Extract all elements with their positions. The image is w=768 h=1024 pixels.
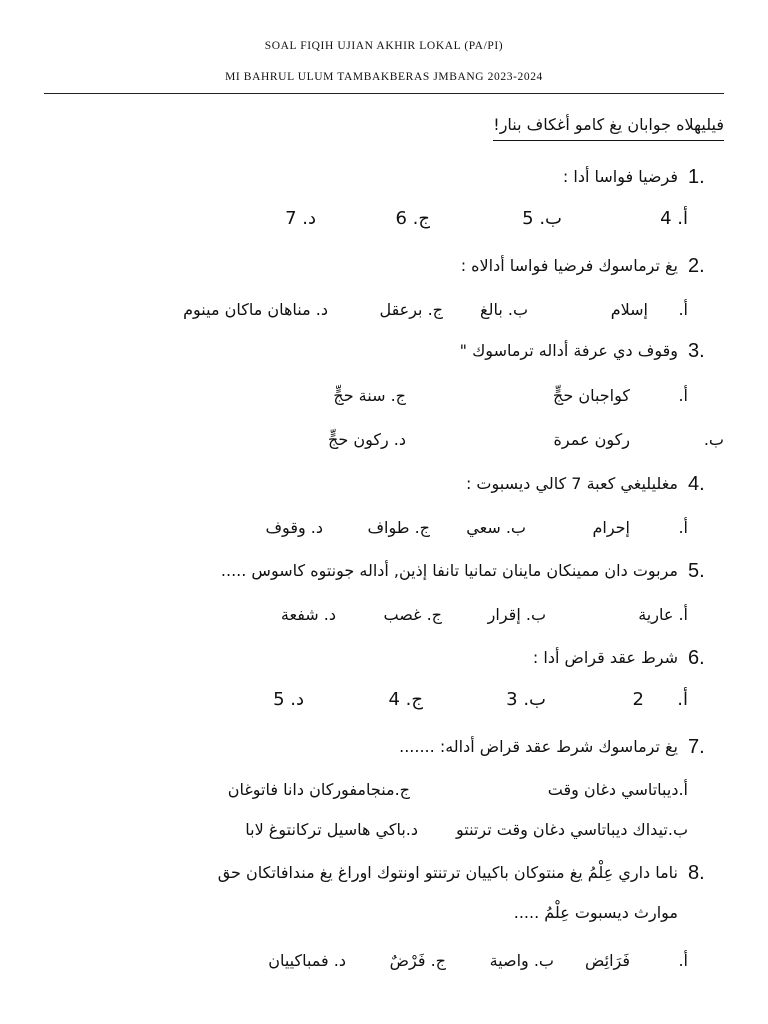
option-d: د.باكي هاسيل تركانتوغ لابا xyxy=(245,820,418,839)
option-c: ج. 4 xyxy=(388,689,423,710)
question-number: 1. xyxy=(688,166,705,188)
option-c: ج. 6 xyxy=(395,208,430,229)
question-text: مربوت دان ممينكان ماينان تمانيا تانفا إذين, أداله جونتوه كاسوس ..... xyxy=(220,561,678,580)
option-a: أ. 4 xyxy=(660,208,688,229)
option-b: ب. إقرار xyxy=(487,605,546,624)
question-text: مغليليغي كعبة 7 كالي ديسبوت : xyxy=(465,474,678,493)
question-text: يغ ترماسوك شرط عقد قراض أداله: ....... xyxy=(399,737,678,756)
question-2-options xyxy=(0,295,768,325)
question-text: وقوف دي عرفة أداله ترماسوك " xyxy=(459,341,678,360)
header-title: SOAL FIQIH UJIAN AKHIR LOKAL (PA/PI) xyxy=(264,40,504,52)
option-a-label: أ. xyxy=(678,300,688,319)
question-4 xyxy=(0,469,768,499)
option-b-label: ب. xyxy=(703,430,724,449)
question-text: فرضيا فواسا أدا : xyxy=(562,167,678,186)
option-a: أ. عارية xyxy=(638,605,688,624)
option-a: إحرام xyxy=(592,518,630,537)
question-8-continued xyxy=(0,898,768,928)
question-8 xyxy=(0,858,768,888)
option-d: د. 7 xyxy=(285,208,316,229)
option-d: د. فمباكييان xyxy=(268,951,346,970)
option-c: ج. غصب xyxy=(383,605,442,624)
question-text: شرط عقد قراض أدا : xyxy=(532,648,678,667)
option-c: ج.منجامفوركان دانا فاتوغان xyxy=(227,780,410,799)
question-4-options xyxy=(0,513,768,543)
question-7-options-row2 xyxy=(0,815,768,845)
header-school: MI BAHRUL ULUM TAMBAKBERAS JMBANG 2023-2024 xyxy=(225,71,543,83)
question-6-options xyxy=(0,685,768,715)
option-a-label: أ. xyxy=(677,689,688,710)
question-text-continued: موارث ديسبوت عِلْمُ ..... xyxy=(513,903,678,922)
option-a: كواجبان حجٍّ xyxy=(553,386,630,405)
question-3 xyxy=(0,336,768,366)
option-b: ركون عمرة xyxy=(553,430,630,449)
option-c: ج. برعقل xyxy=(379,300,443,319)
question-5 xyxy=(0,556,768,586)
option-c: ج. سنة حجٍّ xyxy=(333,386,406,405)
option-b: ب. 5 xyxy=(522,208,562,229)
question-number: 5. xyxy=(688,560,705,582)
option-b: ب. سعي xyxy=(466,518,526,537)
option-c: ج. فَرْضٌ xyxy=(389,951,446,970)
option-a-label: أ. xyxy=(678,518,688,537)
question-1 xyxy=(0,162,768,192)
question-5-options xyxy=(0,600,768,630)
option-d: د. ركون حجٍّ xyxy=(328,430,406,449)
option-a-label: أ. xyxy=(678,386,688,405)
option-b: ب.تيداك ديباتاسي دغان وقت ترتنتو xyxy=(455,820,688,839)
instruction: فيليهلاه جوابان يغ كامو أغكاف بنار! xyxy=(493,112,724,141)
option-d: د. شفعة xyxy=(280,605,336,624)
question-7-options-row1 xyxy=(0,775,768,805)
option-a: فَرَائِض xyxy=(585,951,630,970)
question-number: 3. xyxy=(688,340,705,362)
question-number: 2. xyxy=(688,255,705,277)
option-b: ب. واصية xyxy=(489,951,554,970)
option-a: أ.ديباتاسي دغان وقت xyxy=(547,780,688,799)
option-b: ب. بالغ xyxy=(480,300,528,319)
question-6 xyxy=(0,643,768,673)
option-a: 2 xyxy=(632,689,644,710)
option-a-label: أ. xyxy=(678,951,688,970)
question-number: 4. xyxy=(688,473,705,495)
option-a: إسلام xyxy=(610,300,648,319)
question-number: 6. xyxy=(688,647,705,669)
question-1-options xyxy=(0,204,768,234)
question-number: 8. xyxy=(688,862,705,884)
header-divider xyxy=(44,93,724,94)
question-7 xyxy=(0,732,768,762)
option-c: ج. طواف xyxy=(367,518,430,537)
question-2 xyxy=(0,251,768,281)
option-b: ب. 3 xyxy=(506,689,546,710)
question-text: ناما داري عِلْمُ يغ منتوكان باكييان ترتنتو اونتوك اوراغ يغ مندافاتكان حق xyxy=(217,863,678,882)
question-text: يغ ترماسوك فرضيا فواسا أدالاه : xyxy=(460,256,678,275)
question-8-options xyxy=(0,946,768,976)
option-d: د. مناهان ماكان مينوم xyxy=(183,300,328,319)
option-d: د. 5 xyxy=(273,689,304,710)
question-number: 7. xyxy=(688,736,705,758)
option-d: د. وقوف xyxy=(265,518,323,537)
question-3-options-row2 xyxy=(0,425,768,455)
question-3-options-row1 xyxy=(0,381,768,411)
